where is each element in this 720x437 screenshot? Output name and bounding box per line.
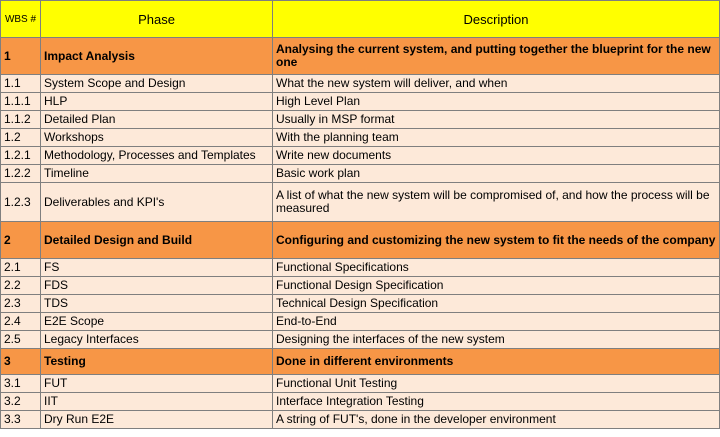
description-cell: Analysing the current system, and putting together the blueprint for the new one bbox=[273, 38, 720, 75]
table-row bbox=[1, 349, 720, 375]
table-row bbox=[1, 331, 720, 349]
description-cell: Functional Design Specification bbox=[273, 277, 720, 295]
description-cell: A list of what the new system will be compromised of, and how the process will be measured bbox=[273, 183, 720, 222]
description-cell: Interface Integration Testing bbox=[273, 393, 720, 411]
description-cell: Technical Design Specification bbox=[273, 295, 720, 313]
description-cell: Write new documents bbox=[273, 147, 720, 165]
description-cell: Usually in MSP format bbox=[273, 111, 720, 129]
wbs-cell: 1.2.2 bbox=[1, 165, 41, 183]
phase-cell: Workshops bbox=[41, 129, 273, 147]
phase-cell: TDS bbox=[41, 295, 273, 313]
phase-cell: FS bbox=[41, 259, 273, 277]
header-row bbox=[1, 1, 720, 38]
phase-cell: Detailed Design and Build bbox=[41, 222, 273, 259]
header-description: Description bbox=[273, 1, 720, 38]
wbs-cell: 2.3 bbox=[1, 295, 41, 313]
description-cell: With the planning team bbox=[273, 129, 720, 147]
wbs-cell: 2.1 bbox=[1, 259, 41, 277]
description-cell: Functional Specifications bbox=[273, 259, 720, 277]
wbs-cell: 3.3 bbox=[1, 411, 41, 429]
phase-cell: HLP bbox=[41, 93, 273, 111]
wbs-cell: 2.5 bbox=[1, 331, 41, 349]
phase-cell: Dry Run E2E bbox=[41, 411, 273, 429]
wbs-cell: 1.2.3 bbox=[1, 183, 41, 222]
table-row bbox=[1, 147, 720, 165]
wbs-cell: 1.2 bbox=[1, 129, 41, 147]
table-row bbox=[1, 393, 720, 411]
phase-cell: FDS bbox=[41, 277, 273, 295]
phase-cell: FUT bbox=[41, 375, 273, 393]
wbs-cell: 3 bbox=[1, 349, 41, 375]
phase-cell: Deliverables and KPI's bbox=[41, 183, 273, 222]
table-row bbox=[1, 277, 720, 295]
table-row bbox=[1, 38, 720, 75]
wbs-cell: 3.1 bbox=[1, 375, 41, 393]
description-cell: Basic work plan bbox=[273, 165, 720, 183]
wbs-cell: 1 bbox=[1, 38, 41, 75]
wbs-cell: 1.2.1 bbox=[1, 147, 41, 165]
description-cell: Designing the interfaces of the new system bbox=[273, 331, 720, 349]
table-row bbox=[1, 129, 720, 147]
table-row bbox=[1, 165, 720, 183]
table-row bbox=[1, 259, 720, 277]
wbs-cell: 1.1.1 bbox=[1, 93, 41, 111]
description-cell: Configuring and customizing the new system to fit the needs of the company bbox=[273, 222, 720, 259]
phase-cell: Testing bbox=[41, 349, 273, 375]
wbs-cell: 2.2 bbox=[1, 277, 41, 295]
wbs-cell: 1.1.2 bbox=[1, 111, 41, 129]
description-cell: What the new system will deliver, and when bbox=[273, 75, 720, 93]
description-cell: High Level Plan bbox=[273, 93, 720, 111]
phase-cell: E2E Scope bbox=[41, 313, 273, 331]
wbs-cell: 2.4 bbox=[1, 313, 41, 331]
table-row bbox=[1, 75, 720, 93]
table-row bbox=[1, 111, 720, 129]
table-row bbox=[1, 93, 720, 111]
phase-cell: Legacy Interfaces bbox=[41, 331, 273, 349]
wbs-cell: 3.2 bbox=[1, 393, 41, 411]
table-row bbox=[1, 313, 720, 331]
wbs-cell: 2 bbox=[1, 222, 41, 259]
phase-cell: Impact Analysis bbox=[41, 38, 273, 75]
table-row bbox=[1, 375, 720, 393]
phase-cell: Timeline bbox=[41, 165, 273, 183]
phase-cell: System Scope and Design bbox=[41, 75, 273, 93]
header-phase: Phase bbox=[41, 1, 273, 38]
description-cell: A string of FUT's, done in the developer environment bbox=[273, 411, 720, 429]
table-row bbox=[1, 183, 720, 222]
phase-cell: IIT bbox=[41, 393, 273, 411]
table-row bbox=[1, 222, 720, 259]
table-row bbox=[1, 295, 720, 313]
description-cell: Done in different environments bbox=[273, 349, 720, 375]
header-wbs: WBS # bbox=[1, 1, 41, 38]
wbs-cell: 1.1 bbox=[1, 75, 41, 93]
phase-cell: Detailed Plan bbox=[41, 111, 273, 129]
table-row bbox=[1, 411, 720, 429]
description-cell: End-to-End bbox=[273, 313, 720, 331]
description-cell: Functional Unit Testing bbox=[273, 375, 720, 393]
phase-cell: Methodology, Processes and Templates bbox=[41, 147, 273, 165]
